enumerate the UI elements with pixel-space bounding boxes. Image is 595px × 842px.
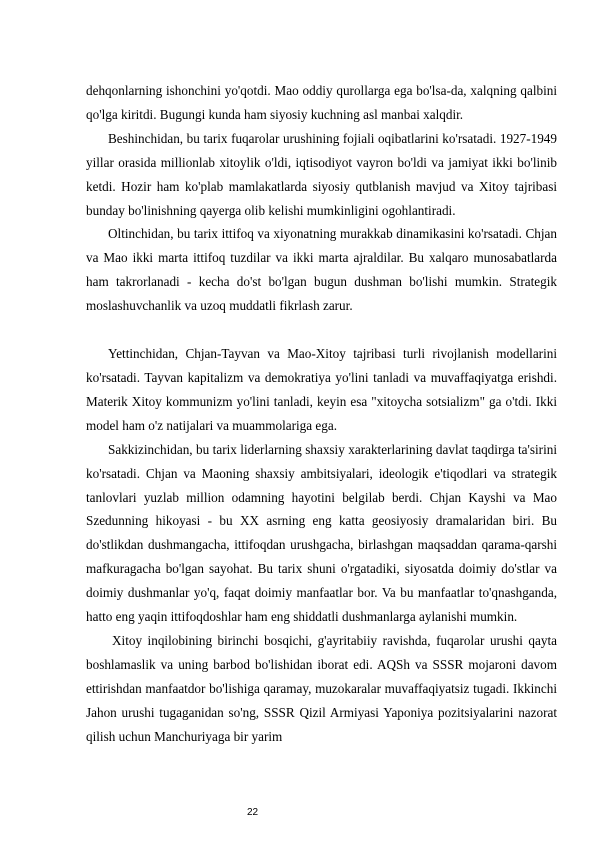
paragraph-revolution-first-stage: Xitoy inqilobining birinchi bosqichi, g'ayritabiiy ravishda, fuqarolar urushi qayta boshlamaslik va uning barbod bo'lishidan iborat edi. AQSh va SSSR mojaroni davom ettirishdan manfaatdor bo'lishiga qaramay, muzokaralar muvaffaqiyatsiz tugadi. Ikkinchi Jahon urushi tugaganidan so'ng, SSSR Qizil Armiyasi Yaponiya pozitsiyalarini nazorat qilish uchun Manchuriyaga bir yarim: [86, 632, 557, 744]
paragraph-sixth-point: Oltinchidan, bu tarix ittifoq va xiyonatning murakkab dinamikasini ko'rsatadi. Chjan va Mao ikki marta ittifoq tuzdilar va ikki marta ajraldilar. Bu xalqaro munosabatlarda ham takrorlanadi - kecha do'st bo'lgan bugun dushman bo'lishi mumkin. Strategik moslashuvchanlik va uzoq muddatli fikrlash zarur.: [86, 226, 557, 314]
paragraph-fifth-point: Beshinchidan, bu tarix fuqarolar urushining fojiali oqibatlarini ko'rsatadi. 1927-1949 yillar orasida millionlab xitoylik o'ldi, iqtisodiyot vayron bo'ldi va jamiyat ikki bo'linib ketdi. Hozir ham ko'plab mamlakatlarda siyosiy qutblanish mavjud va Xitoy tajribasi bunday bo'linishning qayerga olib kelishi mumkinligini ogohlantiradi.: [86, 130, 557, 218]
paragraph-spacer: [86, 318, 557, 342]
paragraph-continuation: dehqonlarning ishonchini yo'qotdi. Mao oddiy qurollarga ega bo'lsa-da, xalqning qalbini qo'lga kiritdi. Bugungi kunda ham siyosiy kuchning asl manbai xalqdir.: [86, 83, 557, 122]
paragraph-eighth-point: Sakkizinchidan, bu tarix liderlarning shaxsiy xarakterlarining davlat taqdirga ta'sirini ko'rsatadi. Chjan va Maoning shaxsiy ambitsiyalari, ideologik e'tiqodlari va strategik tanlovlari yuzlab million odamning hayotini belgilab berdi. Chjan Kayshi va Mao Szedunning hikoyasi - bu XX asrning eng katta geosiyosiy dramalaridan biri. Bu do'stlikdan dushmangacha, ittifoqdan urushgacha, birlashgan maqsaddan qarama-qarshi mafkuragacha bo'lgan sayohat. Bu tarix shuni o'rgatadiki, siyosatda doimiy do'stlar va doimiy dushmanlar yo'q, faqat doimiy manfaatlar bor. Va bu manfaatlar to'qnashganda, hatto eng yaqin ittifoqdoshlar ham eng shiddatli dushmanlarga aylanishi mumkin.: [86, 441, 557, 625]
page-number: 22: [247, 807, 259, 818]
document-body: [86, 79, 557, 748]
paragraph-seventh-point: Yettinchidan, Chjan-Tayvan va Mao-Xitoy tajribasi turli rivojlanish modellarini ko'rsatadi. Tayvan kapitalizm va demokratiya yo'lini tanladi va muvaffaqiyatga erishdi. Materik Xitoy kommunizm yo'lini tanladi, keyin esa "xitoycha sotsializm" ga o'tdi. Ikki model ham o'z natijalari va muammolariga ega.: [86, 346, 557, 433]
